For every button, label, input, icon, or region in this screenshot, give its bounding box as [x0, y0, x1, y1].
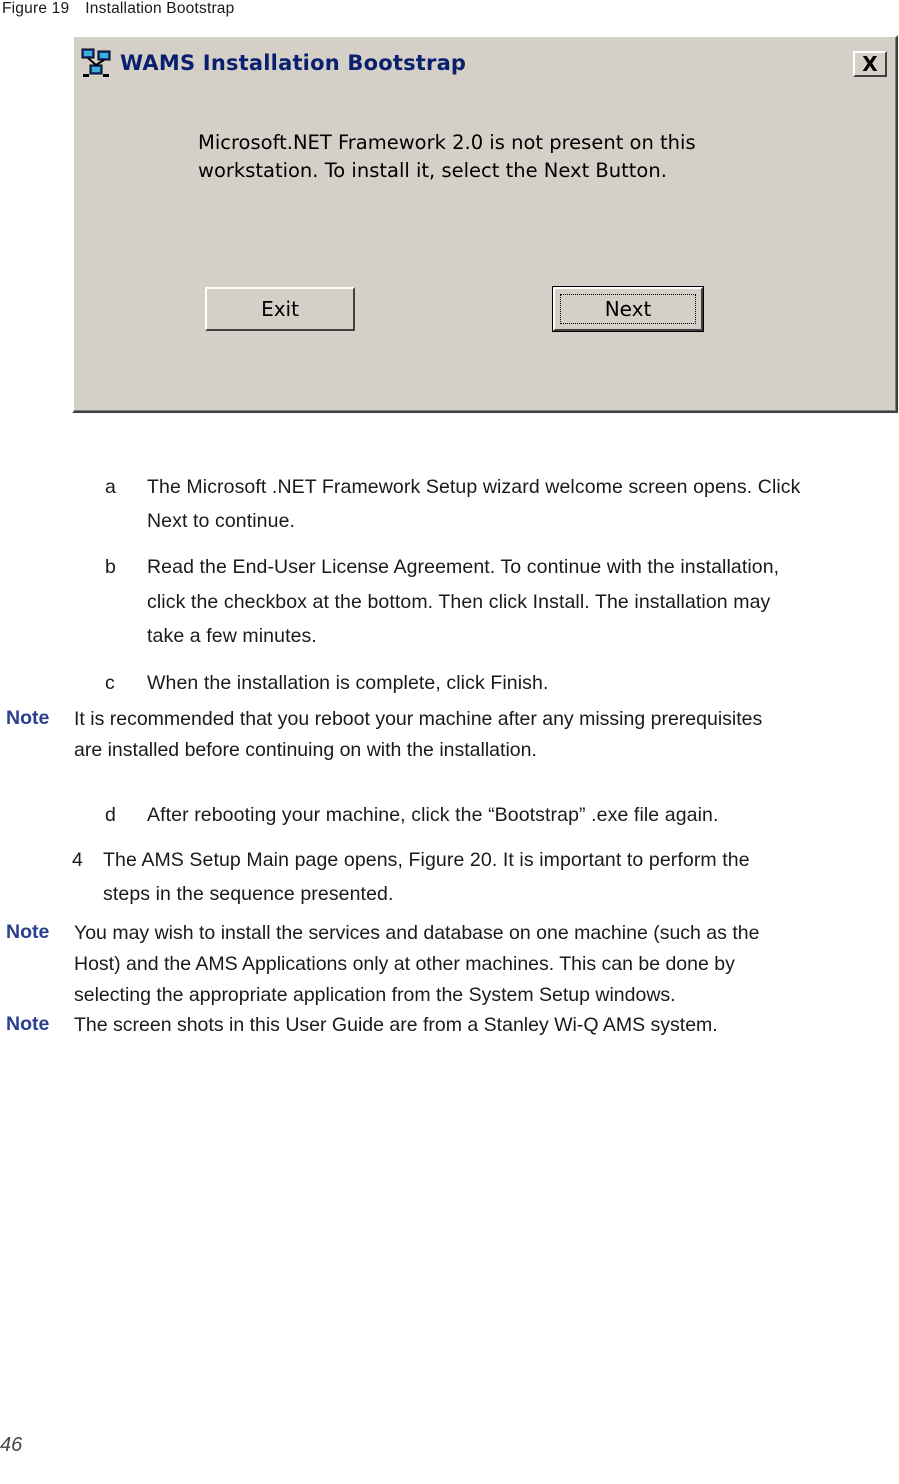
- page-number: 46: [0, 1434, 23, 1456]
- note-label: Note: [6, 707, 50, 729]
- step-text: When the installation is complete, click Finish.: [147, 672, 549, 694]
- note-line: It is recommended that you reboot your machine after any missing prerequisites: [74, 708, 763, 730]
- dialog-message-line: workstation. To install it, select the Next Button.: [198, 159, 667, 182]
- step-text: steps in the sequence presented.: [103, 883, 394, 905]
- step-text: take a few minutes.: [147, 625, 317, 647]
- step-number: 4: [72, 849, 83, 871]
- step-text: Next to continue.: [147, 510, 296, 532]
- next-button-label: Next: [604, 297, 652, 321]
- dialog-title: WAMS Installation Bootstrap: [120, 51, 467, 75]
- step-text: The Microsoft .NET Framework Setup wizard welcome screen opens. Click: [147, 476, 801, 498]
- figure-number: Figure 19: [2, 0, 70, 17]
- figure-title: Installation Bootstrap: [85, 0, 235, 17]
- step-text: click the checkbox at the bottom. Then click Install. The installation may: [147, 591, 771, 613]
- dialog-message: [198, 129, 758, 185]
- note-line: You may wish to install the services and database on one machine (such as the: [74, 922, 760, 944]
- step-letter: c: [105, 672, 115, 694]
- step-letter: b: [105, 556, 116, 578]
- bootstrap-dialog: [72, 35, 898, 413]
- exit-button[interactable]: [205, 287, 355, 331]
- dialog-message-line: Microsoft.NET Framework 2.0 is not present on this: [198, 131, 696, 154]
- step-text: The AMS Setup Main page opens, Figure 20. It is important to perform the: [103, 849, 750, 871]
- note-text: [74, 1010, 894, 1041]
- note-line: selecting the appropriate application from the System Setup windows.: [74, 984, 676, 1006]
- dialog-titlebar: [76, 39, 893, 87]
- exit-button-label: Exit: [261, 297, 299, 321]
- note-label: Note: [6, 921, 50, 943]
- step-text: After rebooting your machine, click the “Bootstrap” .exe file again.: [147, 804, 719, 826]
- note-line: The screen shots in this User Guide are from a Stanley Wi-Q AMS system.: [74, 1014, 718, 1036]
- step-letter: d: [105, 804, 116, 826]
- close-button[interactable]: [853, 51, 887, 77]
- note-label: Note: [6, 1013, 50, 1035]
- step-text: Read the End-User License Agreement. To continue with the installation,: [147, 556, 780, 578]
- note-line: Host) and the AMS Applications only at other machines. This can be done by: [74, 953, 735, 975]
- network-computers-icon: [80, 47, 112, 79]
- next-button[interactable]: [553, 287, 703, 331]
- step-letter: a: [105, 476, 116, 498]
- figure-caption: [2, 0, 234, 18]
- note-line: are installed before continuing on with the installation.: [74, 739, 537, 761]
- note-text: [74, 918, 894, 1011]
- note-text: [74, 704, 894, 766]
- close-icon: X: [862, 52, 878, 76]
